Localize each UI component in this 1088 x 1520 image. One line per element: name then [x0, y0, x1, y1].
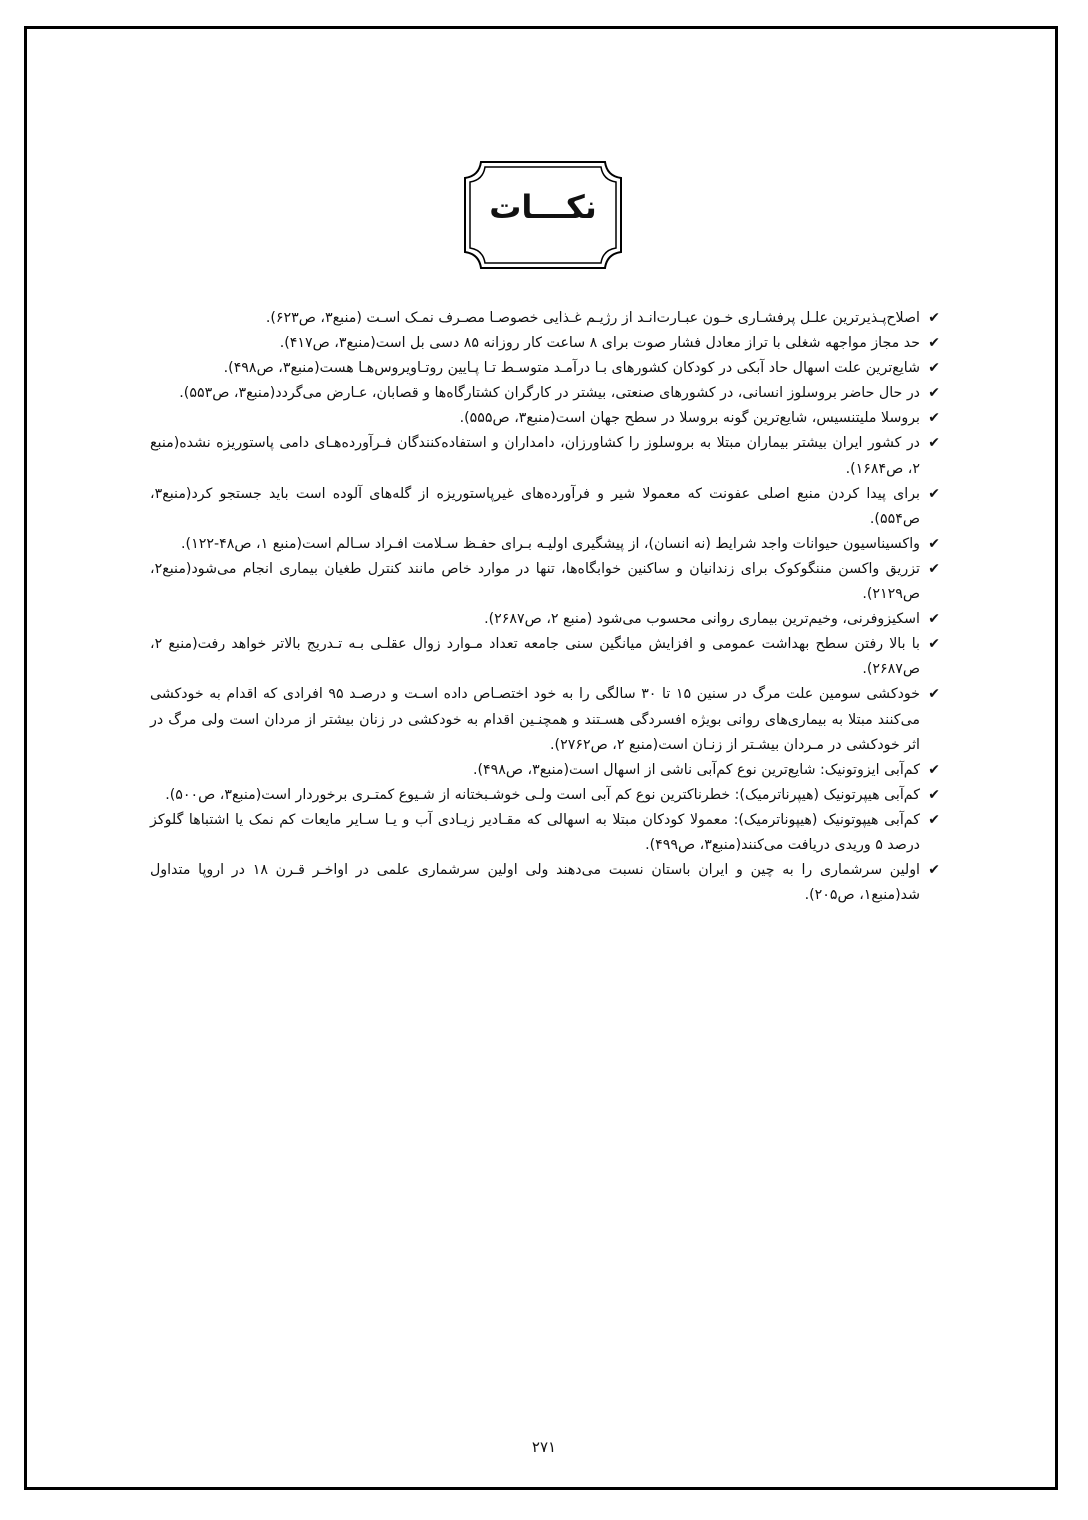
check-icon: ✔ — [928, 310, 940, 326]
note-text: خودکشی سومین علت مرگ در سنین ۱۵ تا ۳۰ سالگی را به خود اختصـاص داده اسـت و درصـد ۹۵ افرادی که اقدام به خودکشی می‌کنند مبتلا به بیماری‌های روانی بویژه افسردگی هسـتند و همچنـین اقدام به خودکشی در زنان بیشتر از مردان است ولی مرگ در اثر خودکشی در مـردان بیشـتر از زنـان است(منبع ۲، ص۲۷۶۲). — [150, 686, 920, 753]
check-icon: ✔ — [928, 360, 940, 377]
check-icon: ✔ — [928, 761, 940, 778]
list-item — [150, 758, 940, 783]
note-text: اولین سرشماری را به چین و ایران باستان نسبت می‌دهند ولی اولین سرشماری علمی در اواخـر قـرن ۱۸ در اروپا متداول شد(منبع۱، ص۲۰۵). — [150, 862, 921, 904]
list-item — [150, 356, 940, 381]
list-item — [150, 431, 940, 481]
check-icon: ✔ — [928, 435, 940, 452]
list-item — [150, 406, 940, 431]
note-text: کم‌آبی ایزوتونیک: شایع‌ترین نوع کم‌آبی ناشی از اسهال است(منبع۳، ص۴۹۸). — [472, 761, 920, 778]
check-icon: ✔ — [928, 686, 940, 703]
note-text: کم‌آبی هیپوتونیک (هیپوناترمیک): معمولا کودکان مبتلا به اسهالی که مقـادیر زیـادی آب و یـا سـایر مایعات کم نمک یا اشتباها گلوکز درصد ۵ وریدی دریافت می‌کنند(منبع۳، ص۴۹۹). — [150, 811, 920, 853]
check-icon: ✔ — [928, 385, 940, 402]
check-icon: ✔ — [928, 636, 940, 653]
note-text: اصلاح‌پـذیرترین علـل پرفشـاری خـون عبـارت‌انـد از رژیـم غـذایی خصوصـا مصـرف نمـک اسـت (منبع۳، ص۶۲۳). — [265, 310, 920, 326]
check-icon: ✔ — [928, 560, 940, 577]
note-text: در کشور ایران بیشتر بیماران مبتلا به بروسلوز را کشاورزان، دامداران و استفاده‌کنندگان فـرآورده‌هـای دامی پاستوریزه نشده(منبع ۲، ص۱۶۸۴). — [150, 435, 920, 477]
check-icon: ✔ — [928, 410, 940, 427]
note-text: کم‌آبی هیپرتونیک (هیپرناترمیک): خطرناکترین نوع کم آبی است ولـی خوشـبختانه از شـیوع کمتـری برخوردار است(منبع۳، ص۵۰۰). — [165, 786, 920, 803]
check-icon: ✔ — [928, 862, 940, 879]
check-icon: ✔ — [928, 811, 940, 828]
page-number: ۲۷۱ — [531, 1438, 557, 1456]
list-item — [150, 557, 940, 607]
note-text: واکسیناسیون حیوانات واجد شرایط (نه انسان)، از پیشگیری اولیـه بـرای حفـظ سـلامت افـراد سـالم است(منبع ۱، ص۴۸-۱۲۲). — [181, 535, 920, 552]
check-icon: ✔ — [928, 485, 940, 502]
notes-list — [150, 306, 940, 908]
list-item — [150, 858, 940, 908]
note-text: شایع‌ترین علت اسهال حاد آبکی در کودکان کشورهای بـا درآمـد متوسـط تـا پـایین روتـاویروس‌هـا هست(منبع۳، ص۴۹۸). — [223, 360, 920, 377]
list-item — [150, 783, 940, 808]
note-text: اسکیزوفرنی، وخیم‌ترین بیماری روانی محسوب می‌شود (منبع ۲، ص۲۶۸۷). — [484, 611, 920, 628]
note-text: حد مجاز مواجهه شغلی با تراز معادل فشار صوت برای ۸ ساعت کار روزانه ۸۵ دسی بل است(منبع۳، ص۴۱۷). — [279, 335, 920, 352]
title-frame — [459, 150, 627, 280]
note-text: برای پیدا کردن منبع اصلی عفونت که معمولا شیر و فرآورده‌های غیرپاستوریزه از گله‌های آلوده است باید جستجو کرد(منبع۳، ص۵۵۴). — [150, 485, 920, 527]
note-text: تزریق واکسن مننگوکوک برای زندانیان و ساکنین خوابگاه‌ها، تنها در موارد خاص مانند کنترل طغیان بیماری انجام می‌شود(منبع۲، ص۲۱۲۹). — [150, 560, 920, 603]
note-text: با بالا رفتن سطح بهداشت عمومی و افزایش میانگین سنی جامعه تعداد مـوارد زوال عقلـی بـه تـدریج بالاتر خواهد رفت(منبع ۲، ص۲۶۸۷). — [150, 636, 920, 678]
list-item — [150, 381, 940, 406]
list-item — [150, 632, 940, 682]
list-item — [150, 607, 940, 632]
check-icon: ✔ — [928, 335, 940, 352]
check-icon: ✔ — [928, 786, 940, 803]
list-item — [150, 306, 940, 331]
check-icon: ✔ — [928, 611, 940, 628]
note-text: بروسلا ملیتنسیس، شایع‌ترین گونه بروسلا در سطح جهان است(منبع۳، ص۵۵۵). — [459, 410, 920, 427]
list-item — [150, 331, 940, 356]
check-icon: ✔ — [928, 535, 940, 552]
list-item — [150, 682, 940, 757]
page-title: نکـــات — [489, 188, 597, 226]
list-item — [150, 808, 940, 858]
note-text: در حال حاضر بروسلوز انسانی، در کشورهای صنعتی، بیشتر در کارگران کشتارگاه‌ها و قصابان، عـارض می‌گردد(منبع۳، ص۵۵۳). — [179, 385, 920, 402]
list-item — [150, 532, 940, 557]
list-item — [150, 482, 940, 532]
